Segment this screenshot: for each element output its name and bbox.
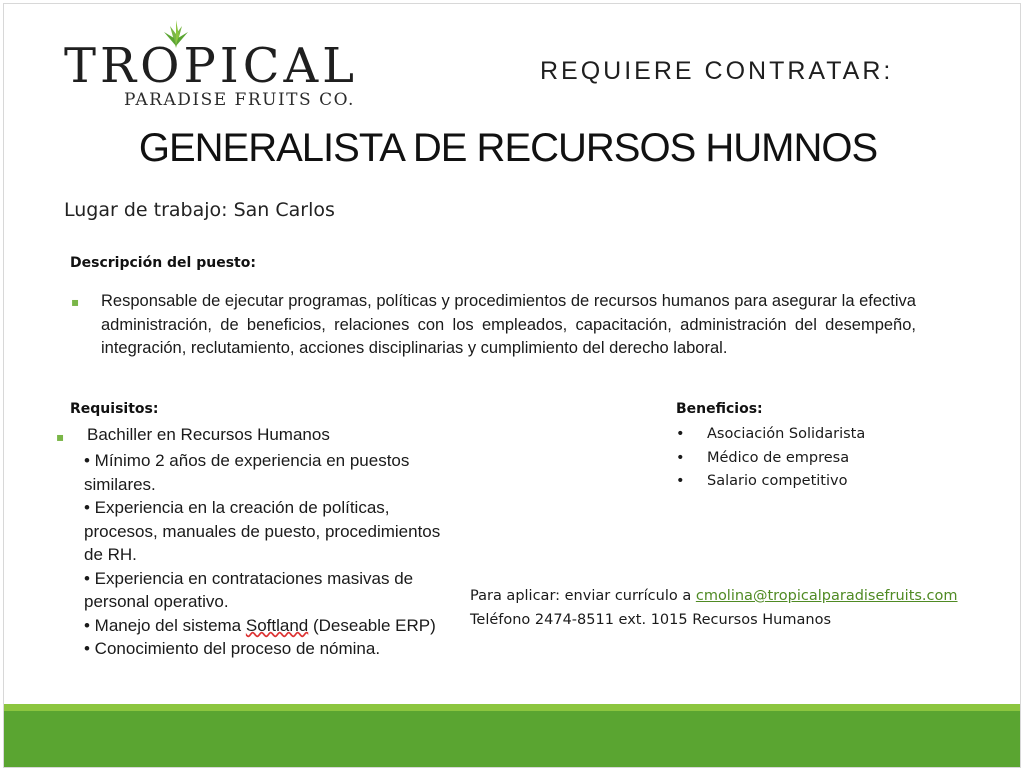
softland-word: Softland (245, 615, 309, 635)
softland-suffix: (Deseable ERP) (308, 615, 436, 635)
footer-bar (4, 711, 1020, 767)
beneficio-label: Asociación Solidarista (707, 426, 866, 442)
descripcion-text: Responsable de ejecutar programas, políticas y procedimientos de recursos humanos para asegurar la efectiva administración, de beneficios, relaciones con los empleados, capacitación, administración del desempeño, integración, reclutamiento, acciones disciplinarias y cumplimiento del derecho laboral. (101, 292, 916, 357)
work-location: Lugar de trabajo: San Carlos (64, 199, 335, 221)
beneficio-item (676, 423, 865, 447)
softland-prefix: • Manejo del sistema (84, 615, 246, 635)
bullet-icon: • (676, 449, 685, 466)
beneficio-item (676, 447, 865, 471)
beneficios-list (676, 423, 865, 494)
logo-subtitle: PARADISE FRUITS CO. (124, 90, 355, 110)
footer-bar-light (4, 704, 1020, 711)
beneficios-heading: Beneficios: (676, 401, 763, 417)
requisitos-heading: Requisitos: (70, 401, 159, 417)
beneficio-item (676, 470, 865, 494)
requisito-item: • Experiencia en contrataciones masivas de personal operativo. (84, 568, 414, 611)
apply-label: Para aplicar: enviar currículo a (470, 588, 696, 604)
beneficio-label: Salario competitivo (707, 473, 848, 489)
apply-line (470, 585, 958, 609)
requiere-heading: REQUIERE CONTRATAR: (540, 57, 894, 85)
descripcion-heading: Descripción del puesto: (70, 255, 256, 271)
beneficio-label: Médico de empresa (707, 449, 850, 466)
requisito-item: • Experiencia en la creación de políticas, procesos, manuales de puesto, procedimientos de RH. (84, 498, 441, 564)
email-link[interactable]: cmolina@tropicalparadisefruits.com (695, 588, 958, 604)
job-title: GENERALISTA DE RECURSOS HUMNOS (138, 126, 878, 170)
phone-line: Teléfono 2474-8511 ext. 1015 Recursos Humanos (470, 611, 831, 628)
requisito-item: • Mínimo 2 años de experiencia en puestos similares. (84, 451, 410, 494)
requisito-bachiller: Bachiller en Recursos Humanos (87, 425, 330, 444)
bullet-icon: • (676, 426, 685, 442)
company-logo (64, 26, 374, 116)
requisito-softland (84, 614, 449, 638)
requisitos-list (84, 449, 449, 661)
req-bullet-icon: ▪ (56, 430, 65, 444)
requisito-item: • Conocimiento del proceso de nómina. (84, 639, 381, 658)
bullet-icon: • (676, 473, 685, 489)
desc-bullet-icon: ▪ (71, 295, 80, 309)
apply-info (470, 585, 958, 632)
logo-word: TROPICAL (64, 38, 359, 94)
